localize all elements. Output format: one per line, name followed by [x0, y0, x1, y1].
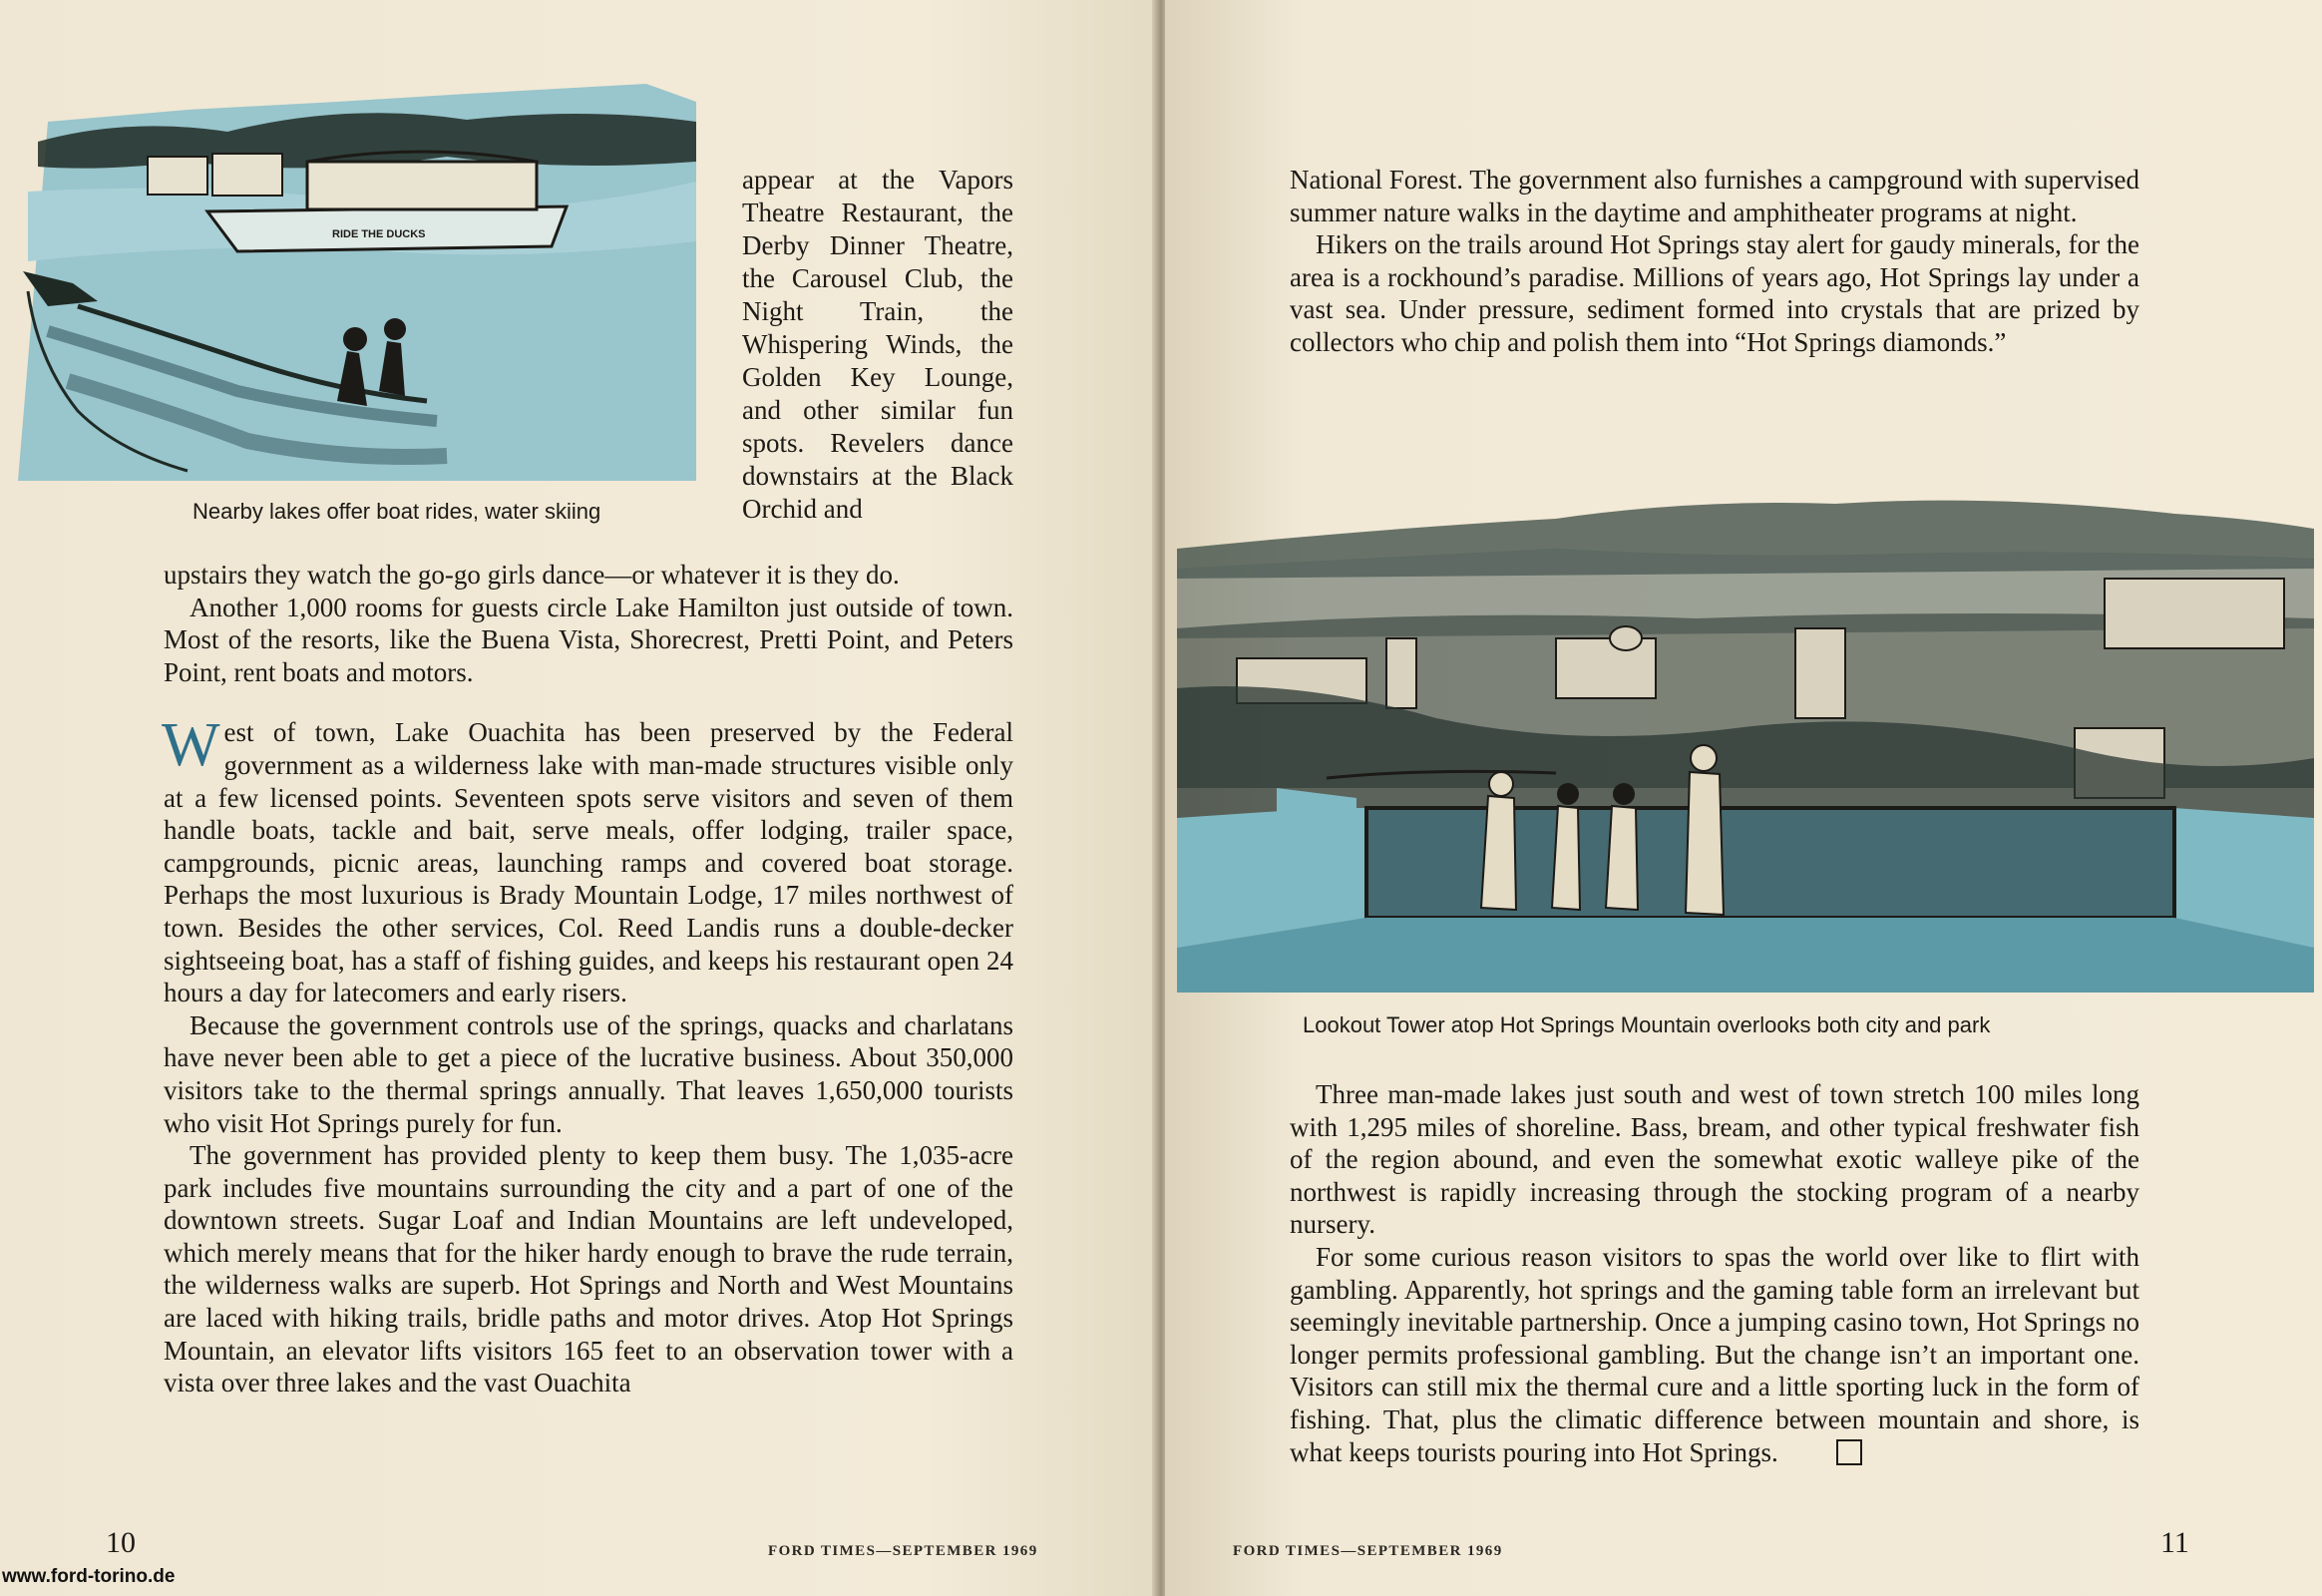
paragraph-lake-hamilton: Another 1,000 rooms for guests circle Lake Hamilton just outside of town. Most of the resorts, like the Buena Vista, Shorecrest, Pretti Point, and Peters Point, rent boats and motors.	[164, 592, 1013, 687]
lake-boating-illustration	[8, 62, 706, 491]
right-running-footer: FORD TIMES—SEPTEMBER 1969	[1233, 1543, 1503, 1559]
left-page	[0, 0, 1157, 1596]
boat-sign: RIDE THE DUCKS	[332, 228, 426, 240]
paragraph-man-made-lakes: Three man-made lakes just south and west of town stretch 100 miles long with 1,295 miles of shoreline. Bass, bream, and other typical freshwater fish of the region abound, and even the somewhat exotic walleye pike of the northwest is rapidly increasing through the stocking program of a nearby nursery.	[1290, 1079, 2139, 1240]
right-bottom-text	[1290, 1078, 2139, 1468]
left-illustration-caption: Nearby lakes offer boat rides, water skiing	[193, 499, 601, 524]
paragraph-rockhound: Hikers on the trails around Hot Springs stay alert for gaudy minerals, for the area is a rockhound’s paradise. Millions of years ago, Hot Springs lay under a vast sea. Under pressure, sediment formed into crystals that are prized by collectors who chip and polish them into “Hot Springs diamonds.”	[1290, 229, 2139, 357]
paragraph-gambling: For some curious reason visitors to spas the world over like to flirt with gambling. Apparently, hot springs and the gaming table form an irrelevant but seemingly inevitable partnership. Once a jumping casino town, Hot Springs no longer permits professional gambling. But the change isn’t an important one. Visitors can still mix the thermal cure and a little sporting luck in the form of fishing. That, plus the climatic difference between mountain and shore, is what keeps tourists pouring into Hot Springs.	[1290, 1241, 2139, 1467]
drop-cap: W	[162, 711, 220, 780]
right-page-number: 11	[2160, 1526, 2189, 1559]
end-of-article-mark	[1836, 1439, 1862, 1465]
paragraph-lake-ouachita: West of town, Lake Ouachita has been preserved by the Federal government as a wilderness lake with man-made structures visible only at a few licensed points. Seventeen spots serve visitors and seven of them handle boats, tackle and bait, serve meals, offer lodging, trailer space, campgrounds, picnic areas, launching ramps and covered boat storage. Perhaps the most luxurious is Brady Mountain Lodge, 17 miles northwest of town. Besides the other services, Col. Reed Landis runs a double-decker sightseeing boat, has a staff of fishing guides, and keeps his restaurant open 24 hours a day for latecomers and early risers.	[162, 711, 1013, 1008]
wrap-text-column: appear at the Vapors Theatre Restaurant, the Derby Dinner Theatre, the Carousel Club, the Night Train, the Whispering Winds, the Golden Key Lounge, and other similar fun spots. Revelers dance downstairs at the Black Orchid and	[742, 165, 1013, 524]
right-top-text	[1290, 164, 2139, 359]
lookout-tower-illustration	[1177, 489, 2314, 993]
paragraph-park-mountains: The government has provided plenty to keep them busy. The 1,035-acre park includes five mountains surrounding the city and a part of one of the downtown streets. Sugar Loaf and Indian Mountains are left undeveloped, which merely means that for the hiker hardy enough to brave the rude terrain, the wilderness walks are superb. Hot Springs and North and West Mountains are laced with hiking trails, bridle paths and motor drives. Atop Hot Springs Mountain, an elevator lifts visitors 165 feet to an observation tower with a vista over three lakes and the vast Ouachita	[164, 1140, 1013, 1398]
left-running-footer: FORD TIMES—SEPTEMBER 1969	[768, 1543, 1038, 1559]
left-body-text	[164, 559, 1013, 1399]
left-page-number: 10	[106, 1526, 136, 1559]
wrap-continued-line: upstairs they watch the go-go girls dance—or whatever it is they do.	[164, 560, 900, 590]
right-page	[1165, 0, 2322, 1596]
paragraph-government-springs: Because the government controls use of the springs, quacks and charlatans have never been able to get a piece of the lucrative business. About 350,000 visitors take to the thermal springs annually. That leaves 1,650,000 tourists who visit Hot Springs purely for fun.	[164, 1009, 1013, 1138]
right-illustration-caption: Lookout Tower atop Hot Springs Mountain overlooks both city and park	[1303, 1012, 1991, 1037]
paragraph-national-forest: National Forest. The government also furnishes a campground with supervised summer nature walks in the daytime and amphitheater programs at night.	[1290, 165, 2139, 227]
watermark-url: www.ford-torino.de	[2, 1566, 176, 1587]
